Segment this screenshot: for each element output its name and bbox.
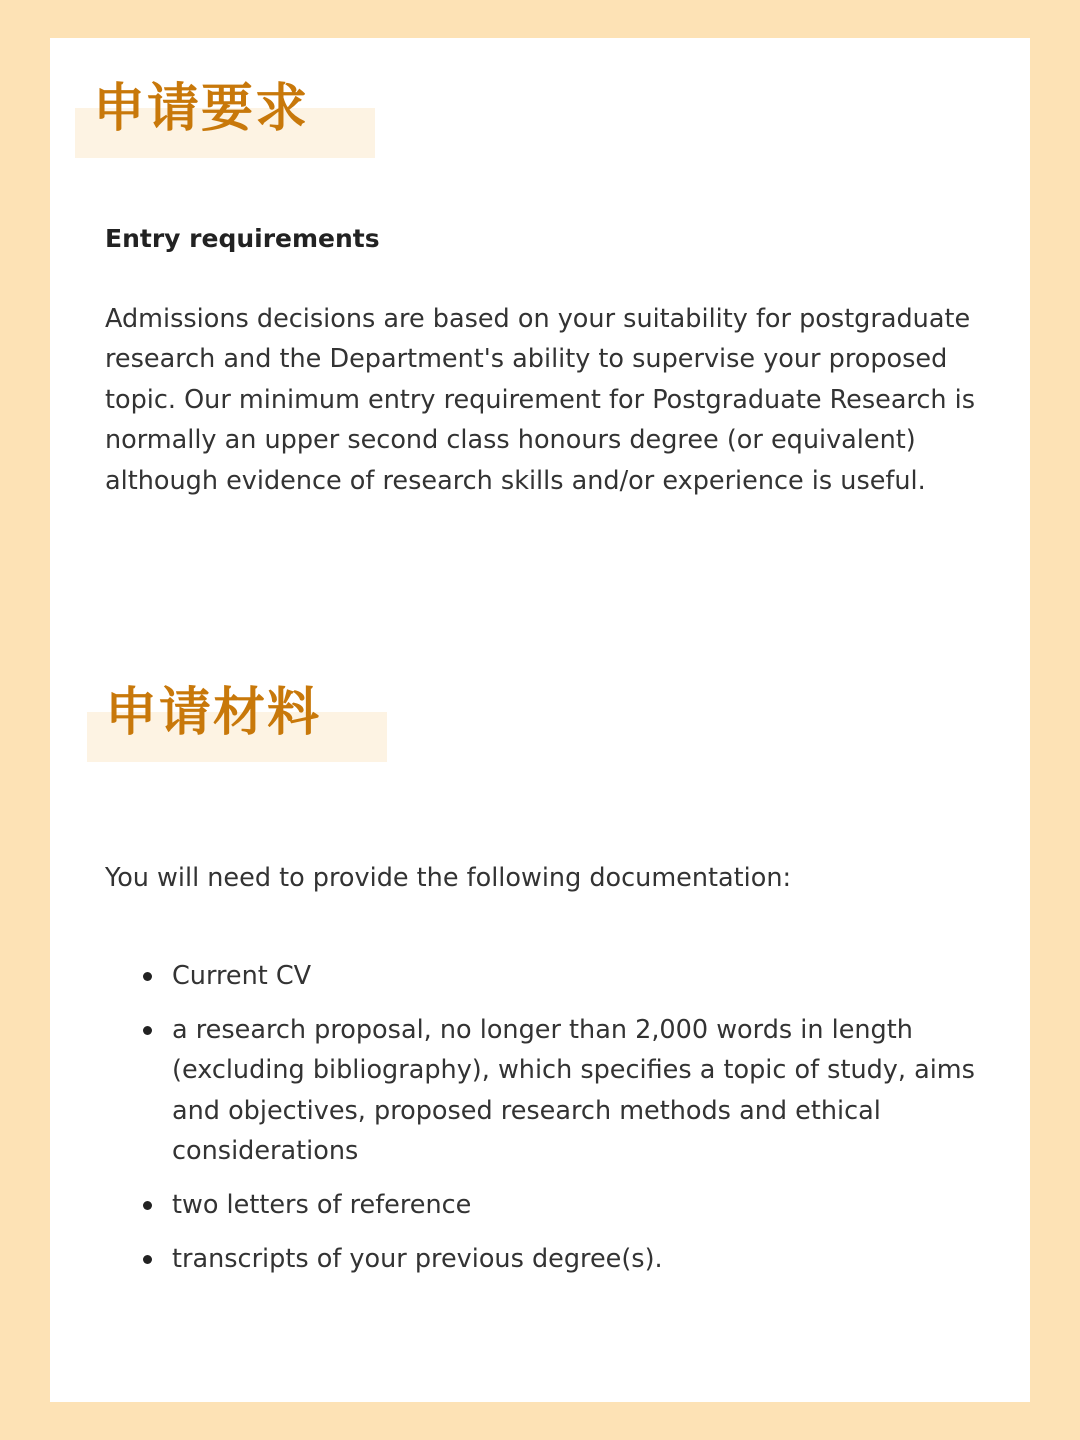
entry-requirements-paragraph: Admissions decisions are based on your suitability for postgraduate research and the Department's ability to supervise your proposed topic. Our minimum entry requirement for Postgraduate Research is normally an upper second class honours degree (or equivalent) although evidence of research skills and/or experience is useful. [105, 304, 976, 496]
list-item-text: a research proposal, no longer than 2,000 words in length (excluding bibliography), which specifies a topic of study, aims and objectives, proposed research methods and ethical considerations [172, 1015, 975, 1167]
list-item-text: two letters of reference [172, 1190, 472, 1221]
list-item [105, 956, 985, 996]
bullet-icon [143, 972, 152, 981]
list-item [105, 1010, 985, 1172]
heading-text: 申请材料 [105, 683, 322, 743]
section-heading-entry [75, 78, 375, 158]
list-item [105, 1239, 985, 1279]
list-item-text: transcripts of your previous degree(s). [172, 1244, 663, 1275]
documentation-intro: You will need to provide the following documentation: [105, 863, 792, 893]
bullet-icon [143, 1255, 152, 1264]
list-item [105, 1185, 985, 1225]
heading-text: 申请要求 [93, 79, 310, 139]
content-card [50, 38, 1030, 1402]
list-item-text: Current CV [172, 961, 312, 991]
bullet-icon [143, 1026, 152, 1035]
section-heading-materials [87, 682, 387, 762]
documentation-list [105, 956, 985, 1293]
entry-requirements-title: Entry requirements [105, 224, 380, 253]
bullet-icon [143, 1201, 152, 1210]
